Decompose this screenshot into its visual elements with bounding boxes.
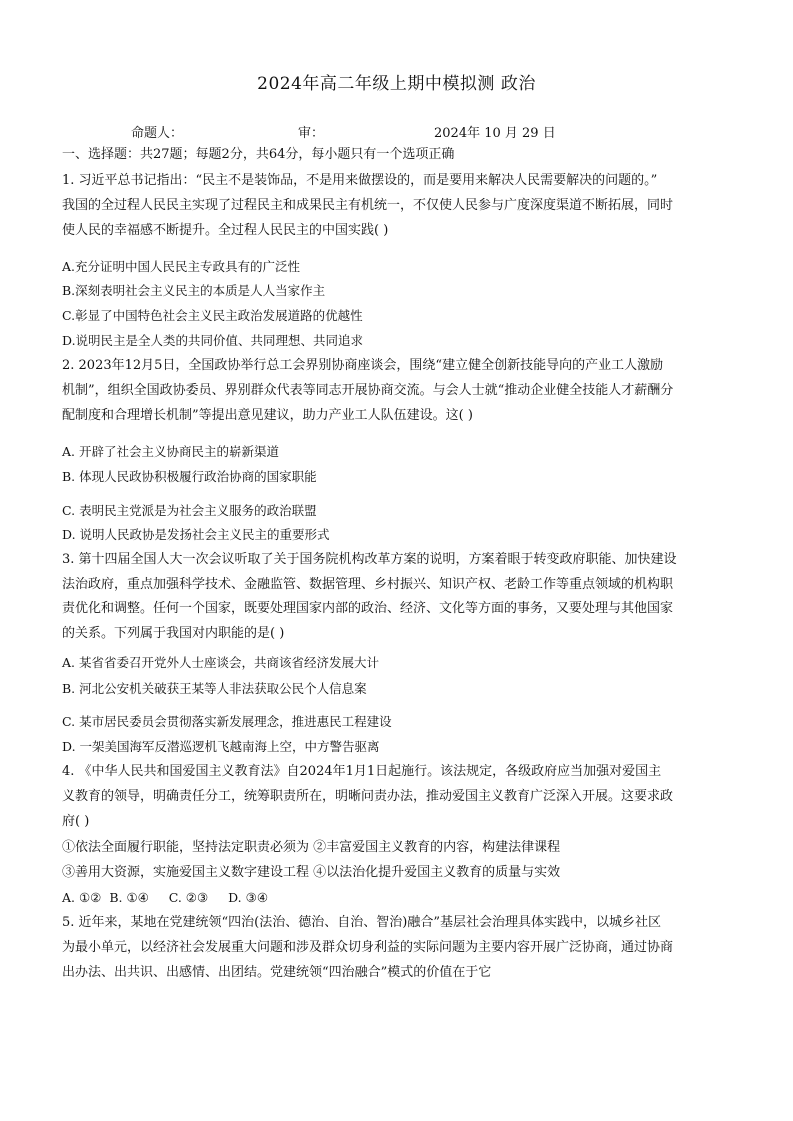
question-3-line-4: 的关系。下列属于我国对内职能的是( ) (62, 626, 285, 641)
question-3-option-c: C. 某市居民委员会贯彻落实新发展理念，推进惠民工程建设 (62, 714, 392, 729)
question-3-option-b: B. 河北公安机关破获王某等人非法获取公民个人信息案 (62, 681, 367, 696)
question-4-line-2: 义教育的领导，明确责任分工，统筹职责所在，明晰问责办法，推动爱国主义教育广泛深入开展。这要求政 (62, 789, 674, 804)
section-heading: 一、选择题：共27题；每题2分，共64分，每小题只有一个选项正确 (62, 147, 455, 162)
question-2-option-d: D. 说明人民政协是发扬社会主义民主的重要形式 (62, 527, 330, 542)
question-4-line-3: 府( ) (62, 814, 90, 829)
question-2-option-a: A. 开辟了社会主义协商民主的崭新渠道 (62, 444, 279, 459)
question-1-option-d: D.说明民主是全人类的共同价值、共同理想、共同追求 (62, 333, 364, 348)
question-4-statements-1: ①依法全面履行职能，坚持法定职责必须为 ②丰富爱国主义教育的内容，构建法律课程 (62, 840, 561, 855)
question-1-option-b: B.深刻表明社会主义民主的本质是人人当家作主 (62, 283, 326, 298)
question-4-statements-2: ③善用大资源，实施爱国主义数字建设工程 ④以法治化提升爱国主义教育的质量与实效 (62, 865, 561, 880)
question-1-option-a: A.充分证明中国人民民主专政具有的广泛性 (62, 259, 301, 274)
question-1-line-3: 使人民的幸福感不断提升。全过程人民民主的中国实践( ) (62, 223, 389, 238)
question-2-option-c: C. 表明民主党派是为社会主义服务的政治联盟 (62, 503, 317, 518)
question-5-line-3: 出办法、出共识、出感情、出团结。党建统领“四治融合”模式的价值在于它 (62, 965, 492, 980)
question-3-line-2: 法治政府，重点加强科学技术、金融监管、数据管理、乡村振兴、知识产权、老龄工作等重点领域的机构职 (62, 577, 674, 592)
question-3-line-3: 责优化和调整。任何一个国家，既要处理国家内部的政治、经济、文化等方面的事务，又要处理与其他国家 (62, 601, 674, 616)
author-label: 命题人： (131, 126, 184, 141)
question-3-option-d: D. 一架美国海军反潜巡逻机飞越南海上空，中方警告驱离 (62, 739, 380, 754)
question-5-line-1: 5. 近年来，某地在党建统领“四治(法治、德治、自治、智治)融合”基层社会治理具体实践中，以城乡社区 (62, 915, 661, 930)
page-title: 2024年高二年级上期中模拟测 政治 (257, 74, 536, 94)
question-3-line-1: 3. 第十四届全国人大一次会议听取了关于国务院机构改革方案的说明，方案着眼于转变政府职能、加快建设 (62, 552, 677, 567)
question-2-line-3: 配制度和合理增长机制”等提出意见建议，助力产业工人队伍建设。这( ) (62, 408, 473, 423)
question-1-line-1: 1. 习近平总书记指出：“民主不是装饰品，不是用来做摆设的，而是要用来解决人民需要解决的问题的。” (62, 173, 658, 188)
question-2-option-b: B. 体现人民政协积极履行政治协商的国家职能 (62, 469, 317, 484)
question-2-line-2: 机制”，组织全国政协委员、界别群众代表等同志开展协商交流。与会人士就“推动企业健全技能人才薪酬分 (62, 383, 674, 398)
question-1-option-c: C.彰显了中国特色社会主义民主政治发展道路的优越性 (62, 308, 363, 323)
question-4-line-1: 4. 《中华人民共和国爱国主义教育法》自2024年1月1日起施行。该法规定，各级政府应当加强对爱国主 (62, 764, 662, 779)
exam-date: 2024年 10 月 29 日 (434, 126, 556, 141)
reviewer-label: 审： (298, 126, 325, 141)
question-4-options: A. ①② B. ①④ C. ②③ D. ③④ (62, 890, 269, 905)
question-1-line-2: 我国的全过程人民民主实现了过程民主和成果民主有机统一，不仅使人民参与广度深度渠道不断拓展，同时 (62, 198, 674, 213)
question-2-line-1: 2. 2023年12月5日，全国政协举行总工会界别协商座谈会，围绕“建立健全创新技能导向的产业工人激励 (62, 358, 664, 373)
question-3-option-a: A. 某省省委召开党外人士座谈会，共商该省经济发展大计 (62, 655, 379, 670)
question-5-line-2: 为最小单元，以经济社会发展重大问题和涉及群众切身利益的实际问题为主要内容开展广泛协商，通过协商 (62, 940, 674, 955)
